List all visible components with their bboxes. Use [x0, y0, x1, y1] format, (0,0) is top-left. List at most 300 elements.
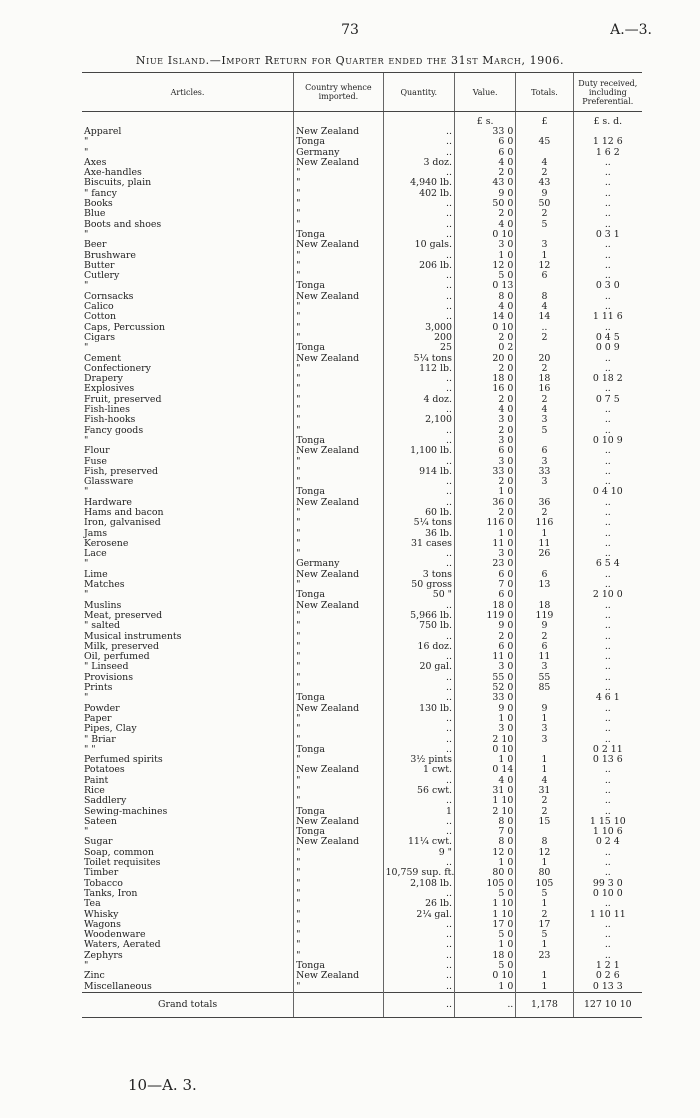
duty-cell: .. — [573, 601, 642, 611]
duty-cell: .. — [573, 539, 642, 549]
country-cell: " — [294, 735, 383, 745]
table-row — [82, 374, 642, 384]
country-cell: New Zealand — [294, 837, 383, 847]
duty-cell: .. — [573, 178, 642, 188]
quantity-cell: .. — [383, 209, 454, 219]
total-cell: 45 — [516, 137, 573, 147]
quantity-cell: 1 — [383, 807, 454, 817]
article-cell: " — [84, 487, 89, 498]
value-cell: 80 0 — [454, 868, 515, 878]
article-cell: Sewing-machines — [84, 806, 168, 817]
value-cell: 1 0 — [454, 714, 515, 724]
total-cell: 55 — [516, 673, 573, 683]
quantity-cell: .. — [383, 498, 454, 508]
duty-cell: .. — [573, 240, 642, 250]
table-row — [82, 724, 642, 734]
article-cell: " — [84, 281, 89, 292]
country-cell: " — [294, 374, 383, 384]
article-cell: " — [84, 590, 89, 601]
country-cell: Tonga — [294, 807, 383, 817]
value-cell: 36 0 — [454, 498, 515, 508]
quantity-cell: .. — [383, 137, 454, 147]
total-cell: 4 — [516, 302, 573, 312]
value-cell: 1 0 — [454, 982, 515, 993]
table-row — [82, 662, 642, 672]
duty-cell: .. — [573, 940, 642, 950]
article-cell: Lace — [84, 549, 107, 560]
duty-cell: 0 10 9 — [573, 436, 642, 446]
quantity-cell: .. — [383, 199, 454, 209]
quantity-cell: .. — [383, 724, 454, 734]
table-row — [82, 745, 642, 755]
value-cell: 12 0 — [454, 848, 515, 858]
country-cell: " — [294, 858, 383, 868]
page-reference: A.—3. — [610, 22, 652, 38]
country-cell: Tonga — [294, 137, 383, 147]
article-cell: Cigars — [84, 332, 116, 343]
country-cell: " — [294, 724, 383, 734]
article-cell: Matches — [84, 580, 125, 591]
quantity-cell: 750 lb. — [383, 621, 454, 631]
total-cell: 1 — [516, 982, 573, 993]
value-cell: 6 0 — [454, 148, 515, 158]
value-cell: 6 0 — [454, 642, 515, 652]
table-row — [82, 415, 642, 425]
quantity-cell: .. — [383, 549, 454, 559]
quantity-cell: .. — [383, 693, 454, 703]
table-row — [82, 271, 642, 281]
article-cell: Soap, common — [84, 847, 154, 858]
table-row — [82, 457, 642, 467]
value-cell: 7 0 — [454, 580, 515, 590]
country-cell: New Zealand — [294, 354, 383, 364]
value-cell: 55 0 — [454, 673, 515, 683]
table-row — [82, 971, 642, 981]
table-row — [82, 137, 642, 147]
value-cell: 1 0 — [454, 251, 515, 261]
duty-cell: .. — [573, 271, 642, 281]
table-row — [82, 837, 642, 847]
col-header-value: Value. — [454, 73, 515, 112]
article-cell: Waters, Aerated — [84, 940, 161, 951]
table-row — [82, 446, 642, 456]
units-row — [82, 112, 642, 128]
article-cell: Lime — [84, 569, 108, 580]
value-cell: 50 0 — [454, 199, 515, 209]
total-cell — [516, 693, 573, 703]
value-cell: 33 0 — [454, 693, 515, 703]
duty-cell: .. — [573, 704, 642, 714]
total-cell: 11 — [516, 539, 573, 549]
country-cell: " — [294, 467, 383, 477]
duty-cell: .. — [573, 683, 642, 693]
page-footer: 10—A. 3. — [128, 1076, 197, 1094]
duty-cell: 6 5 4 — [573, 559, 642, 569]
article-cell: Timber — [84, 868, 119, 879]
country-cell: Tonga — [294, 343, 383, 353]
duty-cell: .. — [573, 498, 642, 508]
table-row — [82, 549, 642, 559]
total-cell: 3 — [516, 662, 573, 672]
total-cell — [516, 281, 573, 291]
value-cell: 2 10 — [454, 807, 515, 817]
duty-cell: .. — [573, 209, 642, 219]
article-cell: " fancy — [84, 188, 117, 199]
table-row — [82, 632, 642, 642]
quantity-cell: 3½ pints — [383, 755, 454, 765]
article-cell: Cotton — [84, 312, 117, 323]
article-cell: Sugar — [84, 837, 113, 848]
quantity-cell: .. — [383, 735, 454, 745]
table-row — [82, 251, 642, 261]
country-cell: Tonga — [294, 487, 383, 497]
value-cell: 2 0 — [454, 333, 515, 343]
value-cell: 6 0 — [454, 446, 515, 456]
quantity-cell: .. — [383, 951, 454, 961]
total-cell: 4 — [516, 776, 573, 786]
table-row — [82, 765, 642, 775]
article-cell: Cornsacks — [84, 291, 134, 302]
total-cell: 1 — [516, 251, 573, 261]
country-cell: Tonga — [294, 230, 383, 240]
duty-cell: 1 12 6 — [573, 137, 642, 147]
country-cell: Tonga — [294, 281, 383, 291]
value-cell: 4 0 — [454, 405, 515, 415]
article-cell: Zinc — [84, 971, 105, 982]
quantity-cell: .. — [383, 796, 454, 806]
value-cell: 33 0 — [454, 127, 515, 137]
quantity-cell: 10 gals. — [383, 240, 454, 250]
article-cell: Tea — [84, 899, 101, 910]
duty-cell: .. — [573, 199, 642, 209]
value-cell: 1 0 — [454, 487, 515, 497]
table-row — [82, 323, 642, 333]
article-cell: " — [84, 147, 89, 158]
quantity-cell: .. — [383, 714, 454, 724]
quantity-cell: 36 lb. — [383, 529, 454, 539]
article-cell: Wagons — [84, 919, 121, 930]
table-row — [82, 148, 642, 158]
table-row — [82, 693, 642, 703]
article-cell: Beer — [84, 240, 107, 251]
duty-cell: .. — [573, 621, 642, 631]
table-row — [82, 735, 642, 745]
quantity-cell: 9 " — [383, 848, 454, 858]
article-cell: Powder — [84, 703, 120, 714]
table-row — [82, 426, 642, 436]
value-cell: 16 0 — [454, 384, 515, 394]
article-cell: Jams — [84, 528, 108, 539]
value-cell: 4 0 — [454, 776, 515, 786]
article-cell: Miscellaneous — [84, 981, 152, 992]
article-cell: Milk, preserved — [84, 641, 159, 652]
country-cell: " — [294, 529, 383, 539]
total-cell: 4 — [516, 158, 573, 168]
duty-cell: .. — [573, 189, 642, 199]
country-cell: " — [294, 940, 383, 950]
total-cell — [516, 487, 573, 497]
article-cell: Butter — [84, 260, 115, 271]
quantity-cell: .. — [383, 302, 454, 312]
quantity-cell: 5¼ tons — [383, 518, 454, 528]
table-row — [82, 982, 642, 993]
quantity-cell: 112 lb. — [383, 364, 454, 374]
table-row — [82, 961, 642, 971]
duty-cell: .. — [573, 765, 642, 775]
duty-cell: 0 10 0 — [573, 889, 642, 899]
value-cell: 9 0 — [454, 189, 515, 199]
value-cell: 2 0 — [454, 632, 515, 642]
duty-cell: 0 4 10 — [573, 487, 642, 497]
duty-cell: 1 15 10 — [573, 817, 642, 827]
duty-cell: .. — [573, 251, 642, 261]
article-cell: " — [84, 961, 89, 972]
value-cell: 23 0 — [454, 559, 515, 569]
value-cell: 8 0 — [454, 837, 515, 847]
table-row — [82, 518, 642, 528]
total-cell: 2 — [516, 168, 573, 178]
quantity-cell: 11¼ cwt. — [383, 837, 454, 847]
value-cell: 11 0 — [454, 539, 515, 549]
table-row — [82, 930, 642, 940]
table-row — [82, 858, 642, 868]
total-cell: 43 — [516, 178, 573, 188]
duty-cell: .. — [573, 364, 642, 374]
total-cell: 11 — [516, 652, 573, 662]
country-cell: " — [294, 755, 383, 765]
duty-cell: .. — [573, 724, 642, 734]
table-row — [82, 570, 642, 580]
value-cell: 4 0 — [454, 158, 515, 168]
value-cell: 2 10 — [454, 735, 515, 745]
table-row — [82, 498, 642, 508]
total-cell: 1 — [516, 714, 573, 724]
country-cell: " — [294, 899, 383, 909]
total-cell: 12 — [516, 848, 573, 858]
country-cell: New Zealand — [294, 127, 383, 137]
article-cell: Tanks, Iron — [84, 888, 138, 899]
country-cell: " — [294, 673, 383, 683]
quantity-cell: .. — [383, 127, 454, 137]
quantity-cell: 4 doz. — [383, 395, 454, 405]
country-cell: " — [294, 251, 383, 261]
article-cell: Tobacco — [84, 878, 123, 889]
table-row — [82, 354, 642, 364]
table-row — [82, 312, 642, 322]
total-cell: 14 — [516, 312, 573, 322]
value-cell: 3 0 — [454, 724, 515, 734]
duty-cell: 1 2 1 — [573, 961, 642, 971]
value-cell: 4 0 — [454, 302, 515, 312]
total-cell: 12 — [516, 261, 573, 271]
country-cell: Germany — [294, 148, 383, 158]
country-cell: " — [294, 189, 383, 199]
quantity-cell: .. — [383, 745, 454, 755]
value-cell: 5 0 — [454, 961, 515, 971]
duty-cell: 2 10 0 — [573, 590, 642, 600]
total-cell: 85 — [516, 683, 573, 693]
value-cell: 43 0 — [454, 178, 515, 188]
table-row — [82, 292, 642, 302]
value-cell: 52 0 — [454, 683, 515, 693]
article-cell: Oil, perfumed — [84, 652, 150, 663]
total-cell: 1 — [516, 858, 573, 868]
col-header-totals: Totals. — [516, 73, 573, 112]
country-cell: " — [294, 982, 383, 993]
total-cell: 2 — [516, 796, 573, 806]
duty-cell: 0 3 0 — [573, 281, 642, 291]
duty-cell: .. — [573, 899, 642, 909]
value-cell: 9 0 — [454, 704, 515, 714]
duty-cell: .. — [573, 735, 642, 745]
total-cell — [516, 559, 573, 569]
duty-cell: .. — [573, 951, 642, 961]
article-cell: Kerosene — [84, 538, 129, 549]
duty-cell: .. — [573, 292, 642, 302]
value-cell: 20 0 — [454, 354, 515, 364]
duty-cell: .. — [573, 477, 642, 487]
quantity-cell: .. — [383, 817, 454, 827]
duty-cell: .. — [573, 868, 642, 878]
article-cell: " salted — [84, 621, 121, 632]
quantity-cell: 50 gross — [383, 580, 454, 590]
value-cell: 2 0 — [454, 168, 515, 178]
country-cell: " — [294, 199, 383, 209]
grand-totals-value: .. — [454, 992, 515, 1017]
value-cell: 1 0 — [454, 529, 515, 539]
duty-cell: 4 6 1 — [573, 693, 642, 703]
totals-unit: £ — [516, 112, 573, 128]
value-cell: 1 10 — [454, 796, 515, 806]
country-cell: " — [294, 796, 383, 806]
article-cell: " — [84, 229, 89, 240]
total-cell: 2 — [516, 364, 573, 374]
table-row — [82, 384, 642, 394]
duty-cell: .. — [573, 508, 642, 518]
table-row — [82, 920, 642, 930]
country-cell: New Zealand — [294, 446, 383, 456]
value-cell: 2 0 — [454, 209, 515, 219]
article-cell: " Briar — [84, 734, 116, 745]
table-row — [82, 580, 642, 590]
country-cell: " — [294, 539, 383, 549]
country-cell: " — [294, 405, 383, 415]
duty-cell: 0 18 2 — [573, 374, 642, 384]
article-cell: Axes — [84, 157, 107, 168]
quantity-cell: 402 lb. — [383, 189, 454, 199]
country-cell: New Zealand — [294, 498, 383, 508]
table-row — [82, 529, 642, 539]
table-row — [82, 199, 642, 209]
article-cell: " Linseed — [84, 662, 129, 673]
table-row — [82, 673, 642, 683]
quantity-cell: .. — [383, 230, 454, 240]
country-cell: Tonga — [294, 436, 383, 446]
quantity-cell: 2,100 — [383, 415, 454, 425]
total-cell: 1 — [516, 755, 573, 765]
article-cell: Explosives — [84, 384, 135, 395]
value-cell: 2 0 — [454, 364, 515, 374]
table-row — [82, 189, 642, 199]
country-cell: " — [294, 786, 383, 796]
quantity-cell: .. — [383, 961, 454, 971]
duty-cell: .. — [573, 323, 642, 333]
duty-cell: .. — [573, 580, 642, 590]
duty-cell: .. — [573, 405, 642, 415]
duty-cell: .. — [573, 354, 642, 364]
quantity-cell: .. — [383, 426, 454, 436]
value-cell: 14 0 — [454, 312, 515, 322]
article-cell: Prints — [84, 683, 113, 694]
duty-cell: 0 13 3 — [573, 982, 642, 993]
duty-cell: 0 2 11 — [573, 745, 642, 755]
article-cell: Caps, Percussion — [84, 322, 166, 333]
quantity-cell: .. — [383, 271, 454, 281]
grand-totals-quantity: .. — [383, 992, 454, 1017]
total-cell: 2 — [516, 910, 573, 920]
value-cell: 7 0 — [454, 827, 515, 837]
duty-cell: 0 2 6 — [573, 971, 642, 981]
country-cell: New Zealand — [294, 765, 383, 775]
value-cell: 0 2 — [454, 343, 515, 353]
article-cell: Saddlery — [84, 796, 127, 807]
duty-cell: .. — [573, 652, 642, 662]
table-row — [82, 817, 642, 827]
country-cell: " — [294, 652, 383, 662]
total-cell: 3 — [516, 415, 573, 425]
quantity-cell: 914 lb. — [383, 467, 454, 477]
country-cell: " — [294, 889, 383, 899]
duty-cell: 0 0 9 — [573, 343, 642, 353]
value-cell: 2 0 — [454, 477, 515, 487]
article-cell: Pipes, Clay — [84, 724, 137, 735]
total-cell: 2 — [516, 632, 573, 642]
country-cell: " — [294, 930, 383, 940]
duty-cell: .. — [573, 457, 642, 467]
value-cell: 0 10 — [454, 230, 515, 240]
total-cell: 1 — [516, 940, 573, 950]
duty-cell: .. — [573, 529, 642, 539]
quantity-cell: .. — [383, 889, 454, 899]
country-cell: Tonga — [294, 827, 383, 837]
quantity-cell: .. — [383, 220, 454, 230]
col-header-articles: Articles. — [82, 73, 294, 112]
total-cell: 6 — [516, 570, 573, 580]
value-cell: 3 0 — [454, 662, 515, 672]
quantity-cell: .. — [383, 292, 454, 302]
country-cell: " — [294, 621, 383, 631]
quantity-cell: 4,940 lb. — [383, 178, 454, 188]
import-return-table — [82, 72, 642, 1018]
country-cell: " — [294, 508, 383, 518]
value-cell: 18 0 — [454, 374, 515, 384]
country-cell: " — [294, 920, 383, 930]
country-cell: " — [294, 714, 383, 724]
article-cell: Paint — [84, 775, 109, 786]
total-cell — [516, 436, 573, 446]
article-cell: Drapery — [84, 374, 123, 385]
article-cell: Flour — [84, 446, 110, 457]
value-cell: 12 0 — [454, 261, 515, 271]
total-cell — [516, 745, 573, 755]
article-cell: Provisions — [84, 672, 134, 683]
quantity-cell: 10,759 sup. ft. — [383, 868, 454, 878]
grand-totals-duty: 127 10 10 — [573, 992, 642, 1017]
value-cell: 4 0 — [454, 220, 515, 230]
total-cell: 2 — [516, 807, 573, 817]
article-cell: Biscuits, plain — [84, 178, 152, 189]
country-cell: New Zealand — [294, 240, 383, 250]
